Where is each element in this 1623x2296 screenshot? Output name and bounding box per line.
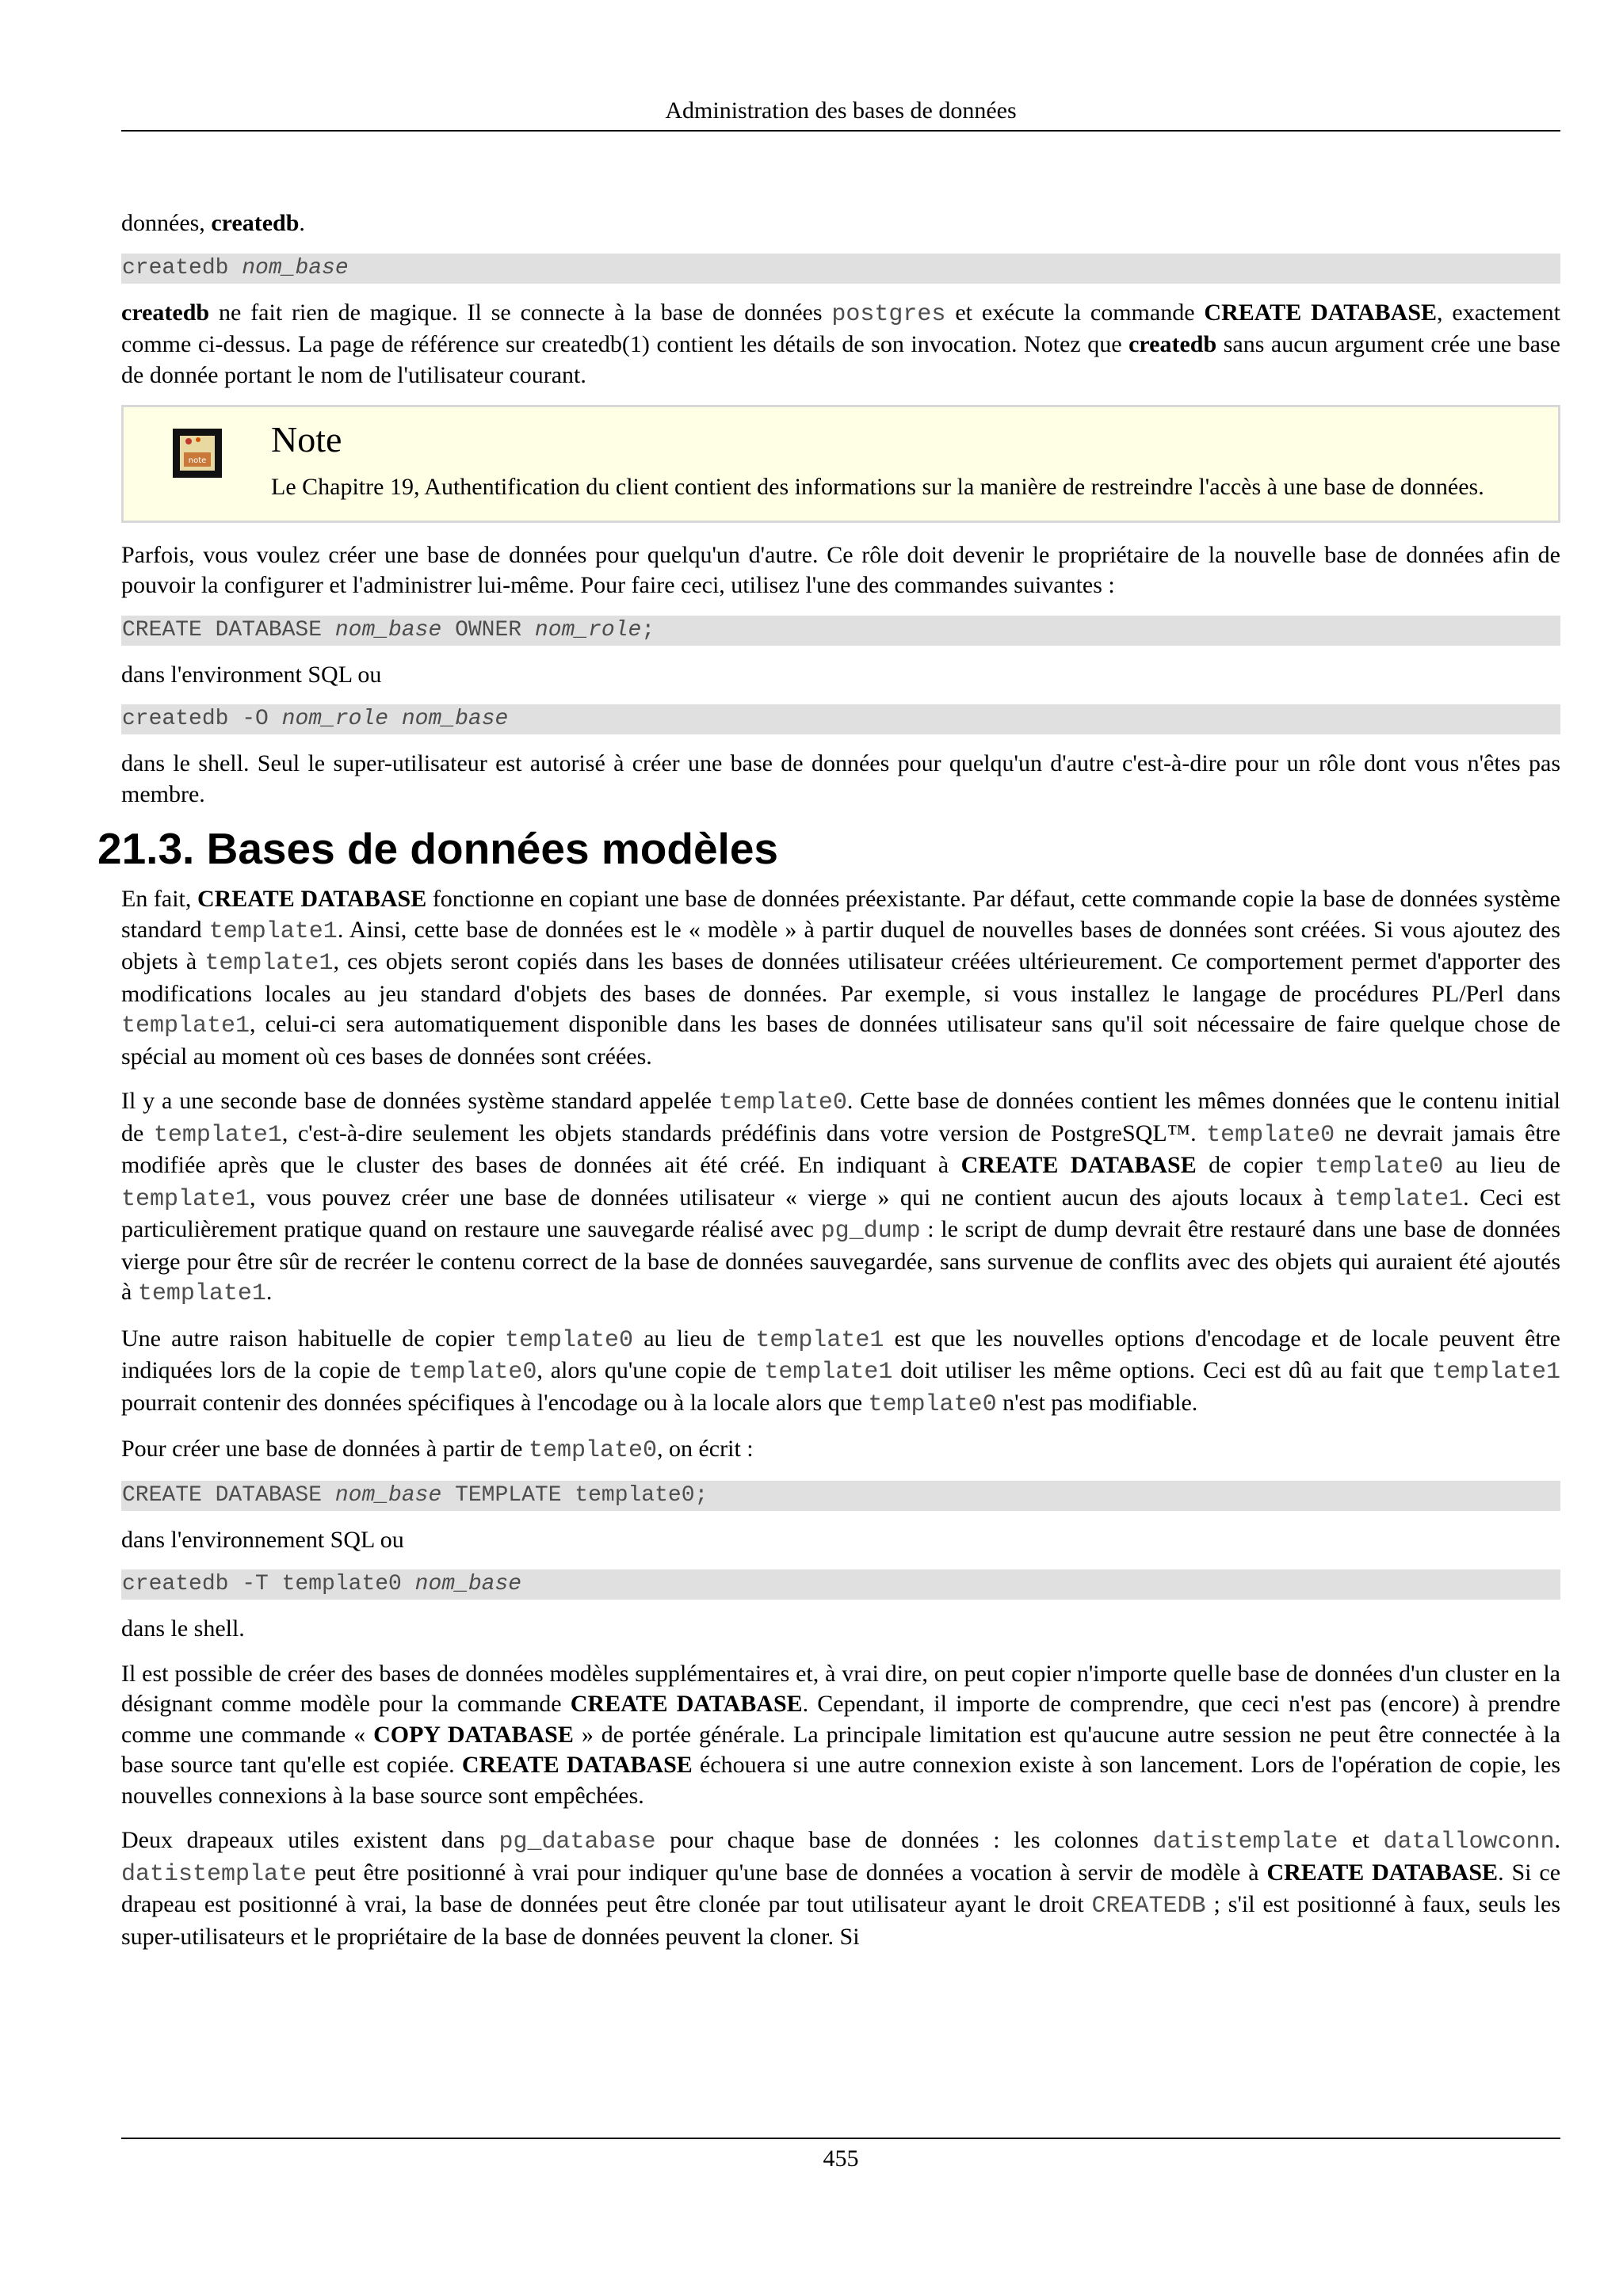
text-run: ; s'il est positionné à faux, seuls les super-utilisateurs et le propriétaire de la base de données peuvent la cloner. Si xyxy=(121,1891,1560,1950)
text-run: Pour créer une base de données à partir de xyxy=(121,1436,529,1462)
section-heading: 21.3. Bases de données modèles xyxy=(97,824,778,873)
code-block xyxy=(121,704,1560,734)
inline-code: CREATEDB xyxy=(1091,1893,1206,1920)
running-header: Administration des bases de données xyxy=(121,92,1560,132)
code-text: CREATE DATABASE xyxy=(122,617,335,643)
inline-code: template0 xyxy=(718,1089,847,1116)
inline-code: template0 xyxy=(868,1390,997,1418)
text-run: Il est possible de créer des bases de données modèles supplémentaires et, à vrai dire, on peut copier n'importe quelle base de données d'un cluster en la désignant comme modèle pour la commande xyxy=(121,1660,1560,1717)
inline-code: template1 xyxy=(153,1121,282,1149)
text-run: n'est pas modifiable. xyxy=(996,1389,1198,1416)
inline-code: template0 xyxy=(528,1437,657,1464)
inline-code: template0 xyxy=(1206,1121,1335,1149)
page-content xyxy=(97,208,1561,1966)
sql-command: COPY DATABASE xyxy=(373,1721,574,1748)
code-text: ; xyxy=(641,617,655,643)
sql-command: CREATE DATABASE xyxy=(461,1752,693,1778)
note-text: Le Chapitre 19, Authentification du client contient des informations sur la manière de restreindre l'accès à une base de données. xyxy=(271,474,1484,500)
text-run: . Ainsi, cette base de données est le « modèle » à partir duquel de nouvelles bases de données sont créées. Si vous ajoutez des objets à xyxy=(121,916,1560,974)
paragraph xyxy=(121,298,1560,391)
paragraph xyxy=(121,1324,1560,1421)
code-argument: nom_role xyxy=(281,707,389,731)
code-text xyxy=(388,707,402,731)
inline-code: template1 xyxy=(137,1280,266,1307)
inline-code: datistemplate xyxy=(1152,1829,1338,1855)
note-title: Note xyxy=(271,419,342,460)
text-run: . xyxy=(299,210,305,236)
text-run: ne fait rien de magique. Il se connecte à la base de données xyxy=(209,299,832,326)
inline-code: template1 xyxy=(208,917,338,945)
inline-code: template1 xyxy=(1335,1185,1464,1213)
inline-code: template0 xyxy=(1315,1154,1444,1180)
text-run: , c'est-à-dire seulement les objets standards prédéfinis dans votre version de PostgreSQL™. xyxy=(281,1119,1207,1146)
text-run: . xyxy=(1554,1827,1560,1853)
code-argument: nom_base xyxy=(401,707,509,731)
inline-code: template1 xyxy=(121,1185,250,1213)
code-block xyxy=(121,616,1560,646)
code-text: CREATE DATABASE xyxy=(122,1482,335,1508)
text-run: . Cette base de données contient les mêmes données que le contenu initial de xyxy=(121,1088,1560,1146)
inline-code: template1 xyxy=(764,1359,893,1386)
text-run: échouera si une autre connexion existe à son lancement. Lors de l'opération de copie, les nouvelles connexions à la base source sont empêchées. xyxy=(121,1752,1561,1809)
text-run: » de portée générale. La principale limitation est qu'aucune autre session ne peut être connectée à la base source tant qu'elle est copiée. xyxy=(121,1721,1560,1778)
text-run: , vous pouvez créer une base de données utilisateur « vierge » qui ne contient aucun des ajouts locaux à xyxy=(250,1184,1335,1211)
sql-command: CREATE DATABASE xyxy=(197,886,427,912)
sql-command: CREATE DATABASE xyxy=(1266,1859,1499,1886)
code-argument: nom_base xyxy=(414,1572,522,1596)
code-text: OWNER xyxy=(441,617,535,643)
text-run: , alors qu'une copie de xyxy=(537,1357,765,1383)
text-run: Il y a une seconde base de données système standard appelée xyxy=(121,1088,719,1114)
text-run: doit utiliser les même options. Ceci est dû au fait que xyxy=(892,1357,1432,1383)
text-run: sans aucun argument crée une base de donnée portant le nom de l'utilisateur courant. xyxy=(121,331,1560,388)
paragraph xyxy=(121,208,1560,239)
paragraph: dans l'environment SQL ou xyxy=(121,661,382,688)
text-run: au lieu de xyxy=(633,1325,756,1352)
text-run: ne devrait jamais être modifiée après que le cluster des bases de données ait été créé. En indiquant à xyxy=(121,1119,1560,1178)
text-run: pour chaque base de données : les colonnes xyxy=(655,1827,1153,1853)
text-run: fonctionne en copiant une base de données préexistante. Par défaut, cette commande copie la base de données système standard xyxy=(121,886,1561,943)
paragraph: dans le shell. xyxy=(121,1615,245,1642)
sql-command: CREATE DATABASE xyxy=(570,1691,803,1717)
code-text: TEMPLATE template0; xyxy=(441,1482,708,1508)
text-run: : le script de dump devrait être restauré dans une base de données vierge pour être sûr de recréer le contenu correct de la base de données sauvegardée, sans survenue de conflits avec des objets qui auraient été ajoutés à xyxy=(121,1216,1560,1305)
code-argument: nom_role xyxy=(534,617,642,643)
text-run: données, xyxy=(121,210,212,236)
paragraph xyxy=(121,1434,1560,1466)
sql-command: CREATE DATABASE xyxy=(960,1152,1197,1178)
paragraph xyxy=(121,1825,1560,1952)
text-run: , on écrit : xyxy=(656,1436,754,1462)
inline-code: template1 xyxy=(121,1013,250,1039)
text-run: pourrait contenir des données spécifiques à l'encodage ou à la locale alors que xyxy=(121,1389,869,1416)
inline-code: pg_database xyxy=(498,1829,656,1855)
paragraph xyxy=(121,1086,1560,1310)
paragraph xyxy=(121,884,1560,1072)
code-text: createdb -T template0 xyxy=(122,1572,415,1596)
text-run: . xyxy=(265,1279,273,1305)
inline-code: pg_dump xyxy=(820,1218,921,1245)
code-block xyxy=(121,1569,1560,1600)
inline-code: template0 xyxy=(408,1359,537,1386)
text-run: au lieu de xyxy=(1443,1152,1560,1178)
code-block xyxy=(121,1481,1560,1511)
command-name: createdb xyxy=(211,210,300,236)
command-name: createdb xyxy=(1128,331,1217,357)
text-run: et exécute la commande xyxy=(945,299,1205,326)
note-icon xyxy=(173,429,222,478)
code-text: createdb xyxy=(122,255,242,280)
inline-code: template1 xyxy=(204,950,334,977)
paragraph: dans le shell. Seul le super-utilisateur est autorisé à créer une base de données pour quelqu'un d'autre c'est-à-dire pour un rôle dont vous n'êtes pas membre. xyxy=(121,750,1560,807)
inline-code: template1 xyxy=(755,1326,884,1354)
code-argument: nom_base xyxy=(334,1482,442,1508)
paragraph: dans l'environnement SQL ou xyxy=(121,1526,404,1553)
text-run: . Ceci est particulièrement pratique quand on restaure une sauvegarde réalisé avec xyxy=(121,1184,1560,1242)
text-run: En fait, xyxy=(121,886,197,912)
text-run: Deux drapeaux utiles existent dans xyxy=(121,1827,499,1853)
inline-code: postgres xyxy=(831,300,946,328)
paragraph xyxy=(121,1659,1560,1812)
text-run: est que les nouvelles options d'encodage et de locale peuvent être indiquées lors de la copie de xyxy=(121,1325,1560,1383)
text-run: . Cependant, il importe de comprendre, que ceci n'est pas (encore) à prendre comme une commande « xyxy=(121,1691,1560,1748)
text-run: . Si ce drapeau est positionné à vrai, la base de données peut être clonée par tout utilisateur ayant le droit xyxy=(121,1859,1561,1917)
text-run: de copier xyxy=(1196,1152,1316,1178)
paragraph: Parfois, vous voulez créer une base de données pour quelqu'un d'autre. Ce rôle doit devenir le propriétaire de la nouvelle base de données afin de pouvoir la configurer et l'administrer lui-même. Pour faire ceci, utilisez l'une des commandes suivantes : xyxy=(121,541,1560,598)
code-argument: nom_base xyxy=(242,255,349,280)
text-run: , ces objets seront copiés dans les bases de données utilisateur créées ultérieurement. Ce comportement permet d'apporter des modifications locales au jeu standard d'objets des bases de données. Par exemple, si vous installez le langage de procédures PL/Perl dans xyxy=(121,948,1561,1007)
inline-code: datallowconn xyxy=(1383,1829,1555,1855)
note-box xyxy=(121,405,1560,523)
page-number: 455 xyxy=(121,2138,1560,2179)
svg-text:note: note xyxy=(188,456,207,465)
code-argument: nom_base xyxy=(334,617,442,643)
command-name: createdb xyxy=(121,299,210,326)
code-text: createdb -O xyxy=(122,707,282,731)
inline-code: datistemplate xyxy=(121,1860,307,1888)
text-run: , celui-ci sera automatiquement disponible dans les bases de données utilisateur sans qu'il soit nécessaire de faire quelque chose de spécial au moment où ces bases de données sont créées. xyxy=(121,1011,1560,1070)
text-run: Une autre raison habituelle de copier xyxy=(121,1325,505,1352)
text-run: peut être positionné à vrai pour indiquer qu'une base de données a vocation à servir de modèle à xyxy=(307,1859,1267,1886)
sql-command: CREATE DATABASE xyxy=(1204,299,1438,326)
text-run: , exactement comme ci-dessus. La page de référence sur createdb(1) contient les détails de son invocation. Notez que xyxy=(121,299,1560,357)
code-block xyxy=(121,254,1560,284)
inline-code: template1 xyxy=(1431,1359,1560,1386)
inline-code: template0 xyxy=(504,1326,633,1354)
text-run: et xyxy=(1338,1827,1384,1853)
